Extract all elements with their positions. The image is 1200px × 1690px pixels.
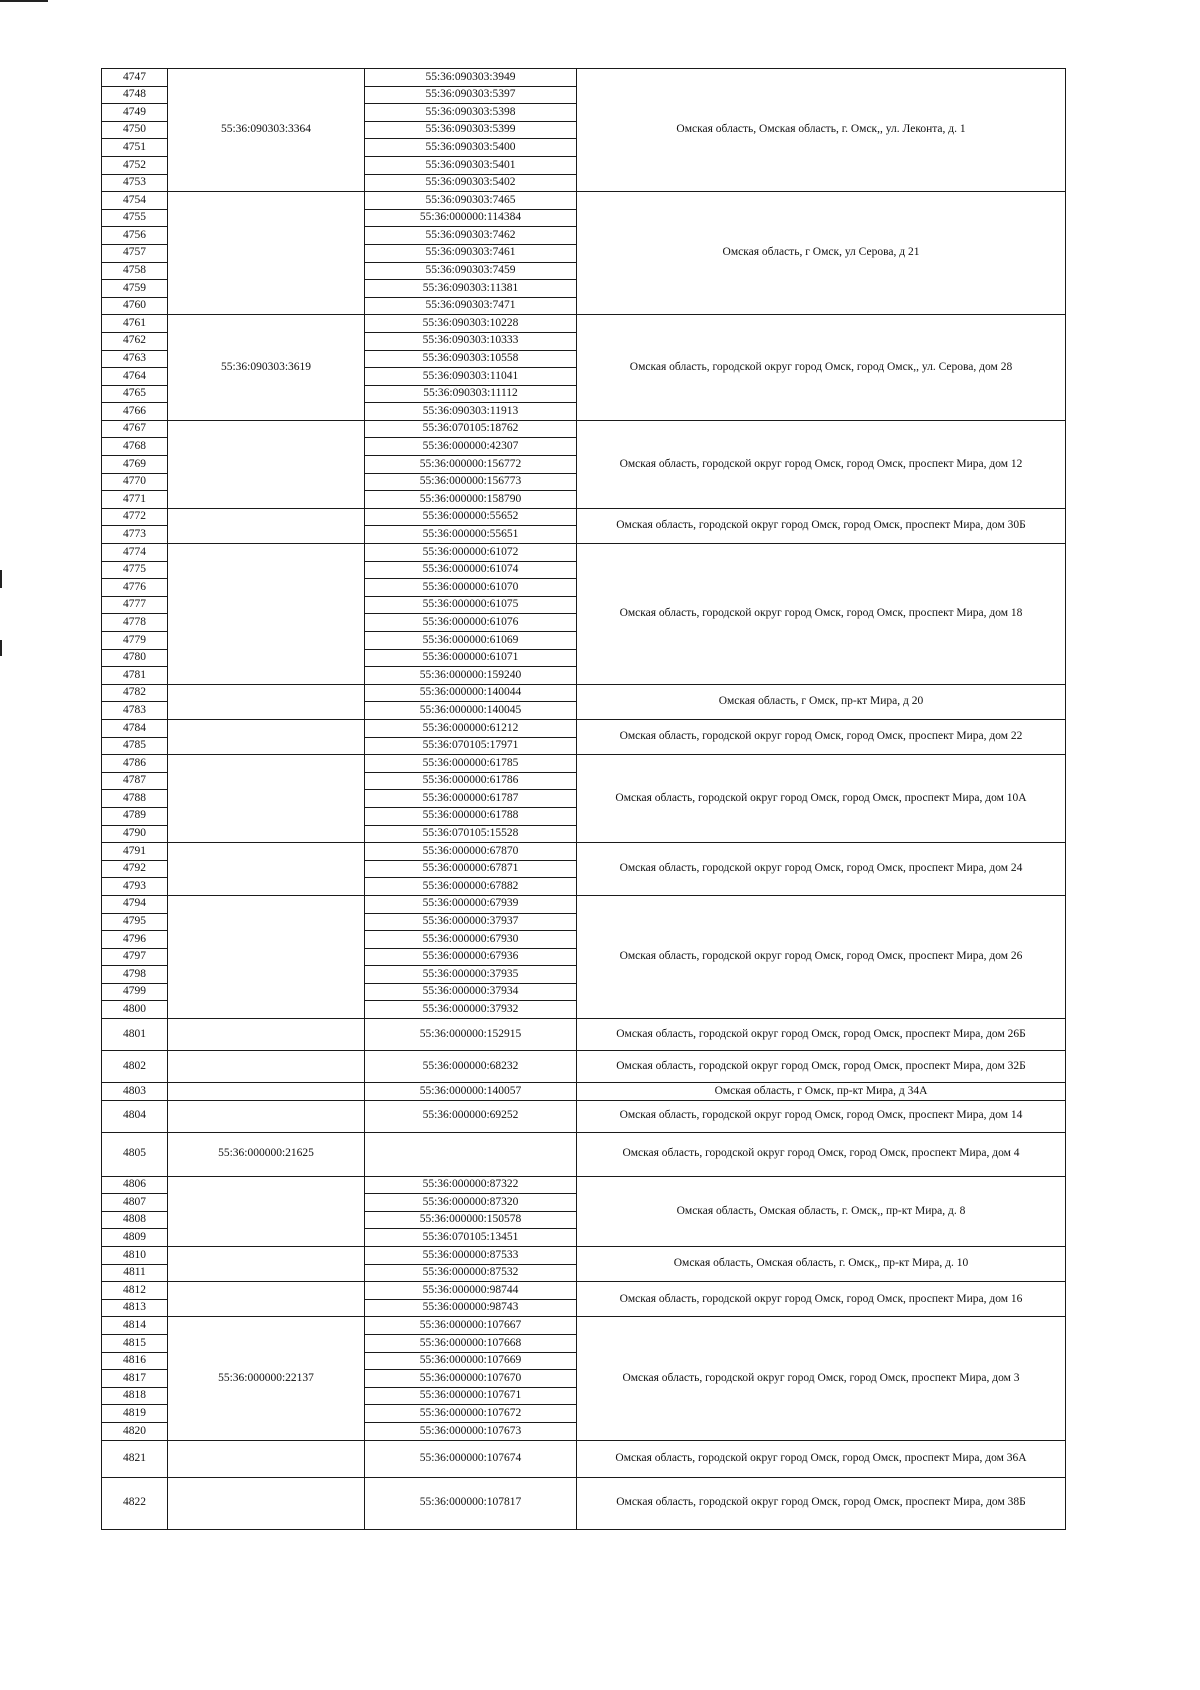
address-cell: Омская область, городской округ город Омск, город Омск, проспект Мира, дом 18	[577, 544, 1066, 685]
cadastral-number: 55:36:090303:10333	[365, 332, 577, 350]
row-number: 4785	[102, 737, 168, 755]
address-cell: Омская область, городской округ город Омск, город Омск, проспект Мира, дом 14	[577, 1100, 1066, 1132]
cadastral-number: 55:36:000000:37934	[365, 983, 577, 1001]
address-cell: Омская область, городской округ город Омск, город Омск, проспект Мира, дом 26	[577, 895, 1066, 1018]
address-cell: Омская область, городской округ город Омск, город Омск, проспект Мира, дом 36А	[577, 1440, 1066, 1477]
row-number: 4769	[102, 456, 168, 474]
row-number: 4819	[102, 1405, 168, 1423]
row-number: 4759	[102, 280, 168, 298]
cadastral-number: 55:36:000000:158790	[365, 491, 577, 509]
address-cell: Омская область, городской округ город Омск, город Омск, проспект Мира, дом 16	[577, 1282, 1066, 1317]
table-row	[102, 315, 1066, 333]
row-number: 4784	[102, 719, 168, 737]
cadastral-number: 55:36:000000:42307	[365, 438, 577, 456]
parent-cadastral-number	[168, 1051, 365, 1083]
table-row	[102, 69, 1066, 87]
address-cell: Омская область, городской округ город Омск, город Омск, проспект Мира, дом 38Б	[577, 1477, 1066, 1529]
cadastral-number: 55:36:000000:87533	[365, 1247, 577, 1265]
row-number: 4801	[102, 1019, 168, 1051]
cadastral-number: 55:36:070105:13451	[365, 1229, 577, 1247]
row-number: 4766	[102, 403, 168, 421]
cadastral-number: 55:36:090303:5398	[365, 104, 577, 122]
row-number: 4751	[102, 139, 168, 157]
row-number: 4814	[102, 1317, 168, 1335]
cadastral-number: 55:36:000000:67871	[365, 860, 577, 878]
cadastral-number: 55:36:000000:61212	[365, 719, 577, 737]
row-number: 4821	[102, 1440, 168, 1477]
cadastral-number: 55:36:000000:140057	[365, 1083, 577, 1101]
row-number: 4782	[102, 684, 168, 702]
cadastral-number: 55:36:000000:61072	[365, 544, 577, 562]
table-row	[102, 684, 1066, 702]
cadastral-number: 55:36:000000:140045	[365, 702, 577, 720]
cadastral-number: 55:36:000000:98743	[365, 1299, 577, 1317]
row-number: 4772	[102, 508, 168, 526]
registry-body	[102, 69, 1066, 1530]
cadastral-number: 55:36:000000:98744	[365, 1282, 577, 1300]
row-number: 4803	[102, 1083, 168, 1101]
row-number: 4768	[102, 438, 168, 456]
row-number: 4776	[102, 579, 168, 597]
cadastral-number: 55:36:000000:107817	[365, 1477, 577, 1529]
cadastral-number: 55:36:000000:67936	[365, 948, 577, 966]
row-number: 4805	[102, 1132, 168, 1176]
cadastral-number: 55:36:070105:15528	[365, 825, 577, 843]
cadastral-number: 55:36:090303:5399	[365, 121, 577, 139]
row-number: 4797	[102, 948, 168, 966]
row-number: 4808	[102, 1211, 168, 1229]
row-number: 4775	[102, 561, 168, 579]
cadastral-number: 55:36:000000:37937	[365, 913, 577, 931]
row-number: 4790	[102, 825, 168, 843]
row-number: 4753	[102, 174, 168, 192]
parent-cadastral-number	[168, 684, 365, 719]
row-number: 4762	[102, 332, 168, 350]
parent-cadastral-number	[168, 1176, 365, 1246]
parent-cadastral-number: 55:36:090303:3364	[168, 69, 365, 192]
cadastral-number: 55:36:090303:3949	[365, 69, 577, 87]
row-number: 4809	[102, 1229, 168, 1247]
cadastral-number: 55:36:000000:87322	[365, 1176, 577, 1194]
row-number: 4767	[102, 420, 168, 438]
parent-cadastral-number	[168, 895, 365, 1018]
parent-cadastral-number	[168, 1247, 365, 1282]
cadastral-number: 55:36:000000:107671	[365, 1387, 577, 1405]
parent-cadastral-number	[168, 1083, 365, 1101]
row-number: 4812	[102, 1282, 168, 1300]
address-cell: Омская область, городской округ город Омск, город Омск, проспект Мира, дом 3	[577, 1317, 1066, 1440]
row-number: 4813	[102, 1299, 168, 1317]
cadastral-number: 55:36:000000:114384	[365, 209, 577, 227]
address-cell: Омская область, городской округ город Омск, город Омск, проспект Мира, дом 30Б	[577, 508, 1066, 543]
cadastral-number: 55:36:000000:61076	[365, 614, 577, 632]
row-number: 4796	[102, 931, 168, 949]
row-number: 4774	[102, 544, 168, 562]
row-number: 4770	[102, 473, 168, 491]
cadastral-number: 55:36:090303:7471	[365, 297, 577, 315]
row-number: 4811	[102, 1264, 168, 1282]
cadastral-number: 55:36:000000:107667	[365, 1317, 577, 1335]
row-number: 4756	[102, 227, 168, 245]
row-number: 4795	[102, 913, 168, 931]
address-cell: Омская область, городской округ город Омск, город Омск, проспект Мира, дом 4	[577, 1132, 1066, 1176]
table-row	[102, 1317, 1066, 1335]
row-number: 4816	[102, 1352, 168, 1370]
cadastral-number: 55:36:000000:61786	[365, 772, 577, 790]
cadastral-number: 55:36:090303:5402	[365, 174, 577, 192]
table-row	[102, 1100, 1066, 1132]
parent-cadastral-number	[168, 1440, 365, 1477]
cadastral-number: 55:36:090303:7461	[365, 244, 577, 262]
cadastral-number: 55:36:000000:156773	[365, 473, 577, 491]
row-number: 4789	[102, 807, 168, 825]
table-row	[102, 508, 1066, 526]
row-number: 4777	[102, 596, 168, 614]
address-cell: Омская область, г Омск, пр-кт Мира, д 34А	[577, 1083, 1066, 1101]
address-cell: Омская область, городской округ город Омск, город Омск, проспект Мира, дом 32Б	[577, 1051, 1066, 1083]
cadastral-number: 55:36:000000:61071	[365, 649, 577, 667]
cadastral-number: 55:36:000000:55652	[365, 508, 577, 526]
row-number: 4764	[102, 368, 168, 386]
address-cell: Омская область, городской округ город Омск, город Омск, проспект Мира, дом 26Б	[577, 1019, 1066, 1051]
row-number: 4806	[102, 1176, 168, 1194]
row-number: 4793	[102, 878, 168, 896]
row-number: 4752	[102, 156, 168, 174]
row-number: 4749	[102, 104, 168, 122]
cadastral-number: 55:36:090303:11913	[365, 403, 577, 421]
row-number: 4786	[102, 755, 168, 773]
row-number: 4818	[102, 1387, 168, 1405]
cadastral-number: 55:36:000000:152915	[365, 1019, 577, 1051]
row-number: 4763	[102, 350, 168, 368]
address-cell: Омская область, Омская область, г. Омск,, пр-кт Мира, д. 8	[577, 1176, 1066, 1246]
cadastral-number: 55:36:000000:156772	[365, 456, 577, 474]
cadastral-number: 55:36:000000:150578	[365, 1211, 577, 1229]
row-number: 4750	[102, 121, 168, 139]
cadastral-number: 55:36:090303:5397	[365, 86, 577, 104]
cadastral-number: 55:36:000000:55651	[365, 526, 577, 544]
row-number: 4779	[102, 632, 168, 650]
parent-cadastral-number	[168, 1282, 365, 1317]
row-number: 4760	[102, 297, 168, 315]
row-number: 4817	[102, 1370, 168, 1388]
cadastral-number: 55:36:000000:87320	[365, 1194, 577, 1212]
parent-cadastral-number: 55:36:000000:22137	[168, 1317, 365, 1440]
address-cell: Омская область, городской округ город Омск, город Омск,, ул. Серова, дом 28	[577, 315, 1066, 421]
parent-cadastral-number	[168, 843, 365, 896]
cadastral-number: 55:36:000000:69252	[365, 1100, 577, 1132]
cadastral-number: 55:36:090303:11041	[365, 368, 577, 386]
row-number: 4783	[102, 702, 168, 720]
table-row	[102, 1132, 1066, 1176]
row-number: 4754	[102, 192, 168, 210]
row-number: 4758	[102, 262, 168, 280]
cadastral-number: 55:36:000000:159240	[365, 667, 577, 685]
table-row	[102, 1019, 1066, 1051]
cadastral-number: 55:36:000000:61787	[365, 790, 577, 808]
cadastral-number: 55:36:090303:11381	[365, 280, 577, 298]
address-cell: Омская область, городской округ город Омск, город Омск, проспект Мира, дом 24	[577, 843, 1066, 896]
cadastral-number: 55:36:000000:107672	[365, 1405, 577, 1423]
cadastral-number	[365, 1132, 577, 1176]
row-number: 4761	[102, 315, 168, 333]
row-number: 4807	[102, 1194, 168, 1212]
table-row	[102, 719, 1066, 737]
cadastral-number: 55:36:000000:67939	[365, 895, 577, 913]
table-row	[102, 1247, 1066, 1265]
cadastral-number: 55:36:090303:5401	[365, 156, 577, 174]
table-row	[102, 1083, 1066, 1101]
cadastral-number: 55:36:090303:7459	[365, 262, 577, 280]
table-row	[102, 755, 1066, 773]
row-number: 4804	[102, 1100, 168, 1132]
row-number: 4798	[102, 966, 168, 984]
cadastral-number: 55:36:000000:61074	[365, 561, 577, 579]
table-row	[102, 1176, 1066, 1194]
cadastral-number: 55:36:090303:7465	[365, 192, 577, 210]
cadastral-number: 55:36:000000:67870	[365, 843, 577, 861]
cadastral-number: 55:36:000000:68232	[365, 1051, 577, 1083]
cadastral-number: 55:36:000000:87532	[365, 1264, 577, 1282]
address-cell: Омская область, городской округ город Омск, город Омск, проспект Мира, дом 12	[577, 420, 1066, 508]
parent-cadastral-number	[168, 1477, 365, 1529]
cadastral-number: 55:36:000000:107674	[365, 1440, 577, 1477]
cadastral-number: 55:36:000000:37932	[365, 1001, 577, 1019]
table-row	[102, 843, 1066, 861]
row-number: 4802	[102, 1051, 168, 1083]
cadastral-number: 55:36:000000:67930	[365, 931, 577, 949]
row-number: 4781	[102, 667, 168, 685]
cadastral-number: 55:36:000000:61075	[365, 596, 577, 614]
parent-cadastral-number	[168, 544, 365, 685]
parent-cadastral-number	[168, 192, 365, 315]
cadastral-number: 55:36:000000:61785	[365, 755, 577, 773]
row-number: 4822	[102, 1477, 168, 1529]
row-number: 4799	[102, 983, 168, 1001]
cadastral-number: 55:36:090303:11112	[365, 385, 577, 403]
address-cell: Омская область, Омская область, г. Омск,, ул. Леконта, д. 1	[577, 69, 1066, 192]
row-number: 4757	[102, 244, 168, 262]
address-cell: Омская область, Омская область, г. Омск,, пр-кт Мира, д. 10	[577, 1247, 1066, 1282]
row-number: 4794	[102, 895, 168, 913]
table-row	[102, 192, 1066, 210]
parent-cadastral-number	[168, 508, 365, 543]
row-number: 4810	[102, 1247, 168, 1265]
cadastral-number: 55:36:090303:10558	[365, 350, 577, 368]
parent-cadastral-number	[168, 1100, 365, 1132]
scan-mark-left-1	[0, 570, 2, 588]
parent-cadastral-number: 55:36:090303:3619	[168, 315, 365, 421]
cadastral-number: 55:36:000000:61070	[365, 579, 577, 597]
cadastral-registry-table	[101, 68, 1066, 1530]
parent-cadastral-number	[168, 719, 365, 754]
cadastral-number: 55:36:000000:107673	[365, 1422, 577, 1440]
row-number: 4755	[102, 209, 168, 227]
cadastral-number: 55:36:090303:10228	[365, 315, 577, 333]
cadastral-number: 55:36:070105:17971	[365, 737, 577, 755]
cadastral-number: 55:36:000000:37935	[365, 966, 577, 984]
cadastral-number: 55:36:070105:18762	[365, 420, 577, 438]
row-number: 4815	[102, 1335, 168, 1353]
cadastral-number: 55:36:000000:107670	[365, 1370, 577, 1388]
row-number: 4787	[102, 772, 168, 790]
row-number: 4788	[102, 790, 168, 808]
cadastral-number: 55:36:090303:7462	[365, 227, 577, 245]
cadastral-number: 55:36:000000:107669	[365, 1352, 577, 1370]
table-row	[102, 895, 1066, 913]
cadastral-number: 55:36:000000:107668	[365, 1335, 577, 1353]
row-number: 4748	[102, 86, 168, 104]
row-number: 4765	[102, 385, 168, 403]
row-number: 4792	[102, 860, 168, 878]
row-number: 4800	[102, 1001, 168, 1019]
row-number: 4791	[102, 843, 168, 861]
table-row	[102, 420, 1066, 438]
row-number: 4747	[102, 69, 168, 87]
row-number: 4771	[102, 491, 168, 509]
scan-mark-top-left	[0, 0, 48, 2]
parent-cadastral-number: 55:36:000000:21625	[168, 1132, 365, 1176]
address-cell: Омская область, г Омск, ул Серова, д 21	[577, 192, 1066, 315]
cadastral-number: 55:36:000000:61069	[365, 632, 577, 650]
scan-mark-left-2	[0, 640, 2, 656]
cadastral-number: 55:36:090303:5400	[365, 139, 577, 157]
cadastral-number: 55:36:000000:67882	[365, 878, 577, 896]
row-number: 4778	[102, 614, 168, 632]
table-row	[102, 1477, 1066, 1529]
cadastral-number: 55:36:000000:140044	[365, 684, 577, 702]
row-number: 4773	[102, 526, 168, 544]
parent-cadastral-number	[168, 1019, 365, 1051]
parent-cadastral-number	[168, 755, 365, 843]
address-cell: Омская область, городской округ город Омск, город Омск, проспект Мира, дом 10А	[577, 755, 1066, 843]
row-number: 4780	[102, 649, 168, 667]
parent-cadastral-number	[168, 420, 365, 508]
address-cell: Омская область, городской округ город Омск, город Омск, проспект Мира, дом 22	[577, 719, 1066, 754]
table-row	[102, 544, 1066, 562]
address-cell: Омская область, г Омск, пр-кт Мира, д 20	[577, 684, 1066, 719]
registry-sheet	[101, 68, 1065, 1530]
row-number: 4820	[102, 1422, 168, 1440]
table-row	[102, 1282, 1066, 1300]
table-row	[102, 1051, 1066, 1083]
cadastral-number: 55:36:000000:61788	[365, 807, 577, 825]
table-row	[102, 1440, 1066, 1477]
